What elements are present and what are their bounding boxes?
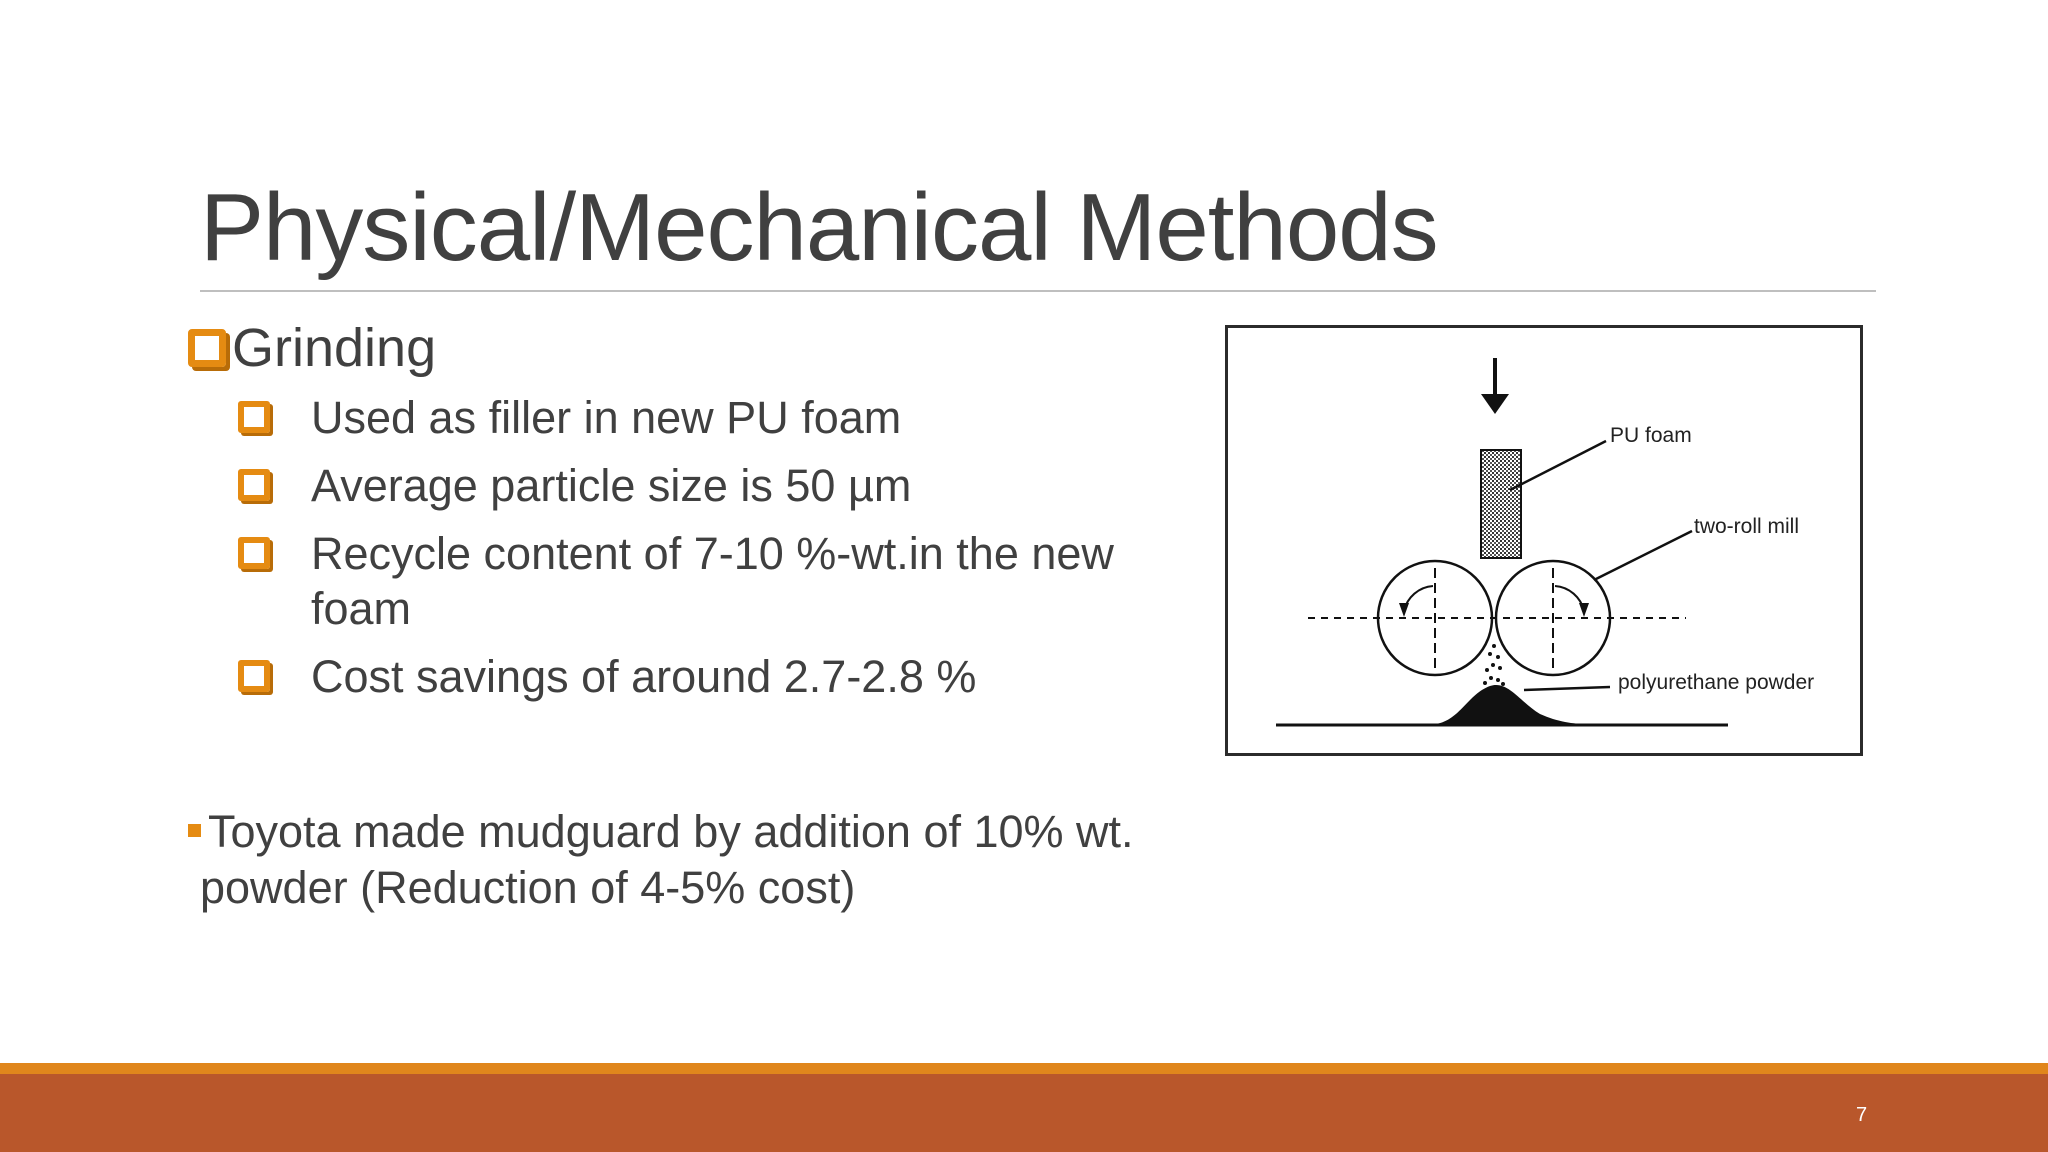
- polyurethane-powder-label: polyurethane powder: [1618, 671, 1815, 694]
- pu-foam-leader: [1510, 441, 1606, 490]
- sub-bullet-label: Cost savings of around 2.7-2.8 %: [311, 651, 977, 702]
- bullet-grinding: [188, 312, 436, 384]
- rotation-arrow-icon: [1579, 603, 1589, 617]
- powder-leader: [1524, 687, 1610, 690]
- toyota-note: [200, 804, 1220, 916]
- pu-foam-block: [1481, 450, 1521, 558]
- sub-bullet-label: Recycle content of 7-10 %-wt.in the new: [311, 528, 1114, 579]
- two-roll-mill-label: two-roll mill: [1694, 515, 1799, 538]
- checkbox-bullet-icon: [238, 537, 270, 569]
- page-number: 7: [1856, 1104, 1868, 1126]
- toyota-note-line1: Toyota made mudguard by addition of 10% wt.: [208, 806, 1134, 857]
- checkbox-bullet-icon: [188, 329, 226, 367]
- checkbox-bullet-icon: [238, 401, 270, 433]
- footer-accent-stripe: [0, 1063, 2048, 1074]
- sub-bullet-label: Average particle size is 50 µm: [311, 460, 912, 511]
- pu-foam-label: PU foam: [1610, 424, 1692, 447]
- powder-pile: [1436, 685, 1588, 724]
- mill-leader: [1594, 531, 1692, 580]
- slide-title: Physical/Mechanical Methods: [200, 174, 1438, 281]
- right-rotation-arc: [1555, 586, 1584, 611]
- rotation-arrow-icon: [1399, 603, 1409, 617]
- checkbox-bullet-icon: [238, 469, 270, 501]
- toyota-note-line2: powder (Reduction of 4-5% cost): [200, 862, 856, 913]
- falling-particles: [1483, 644, 1505, 686]
- two-roll-mill-diagram: [1225, 325, 1863, 756]
- checkbox-bullet-icon: [238, 660, 270, 692]
- bullet-grinding-label: Grinding: [232, 318, 437, 378]
- sub-bullet-label: Used as filler in new PU foam: [311, 392, 902, 443]
- footer-bar: [0, 1066, 2048, 1152]
- feed-arrow-head-icon: [1481, 394, 1509, 414]
- sub-bullet-label: foam: [311, 583, 412, 634]
- left-rotation-arc: [1404, 586, 1433, 611]
